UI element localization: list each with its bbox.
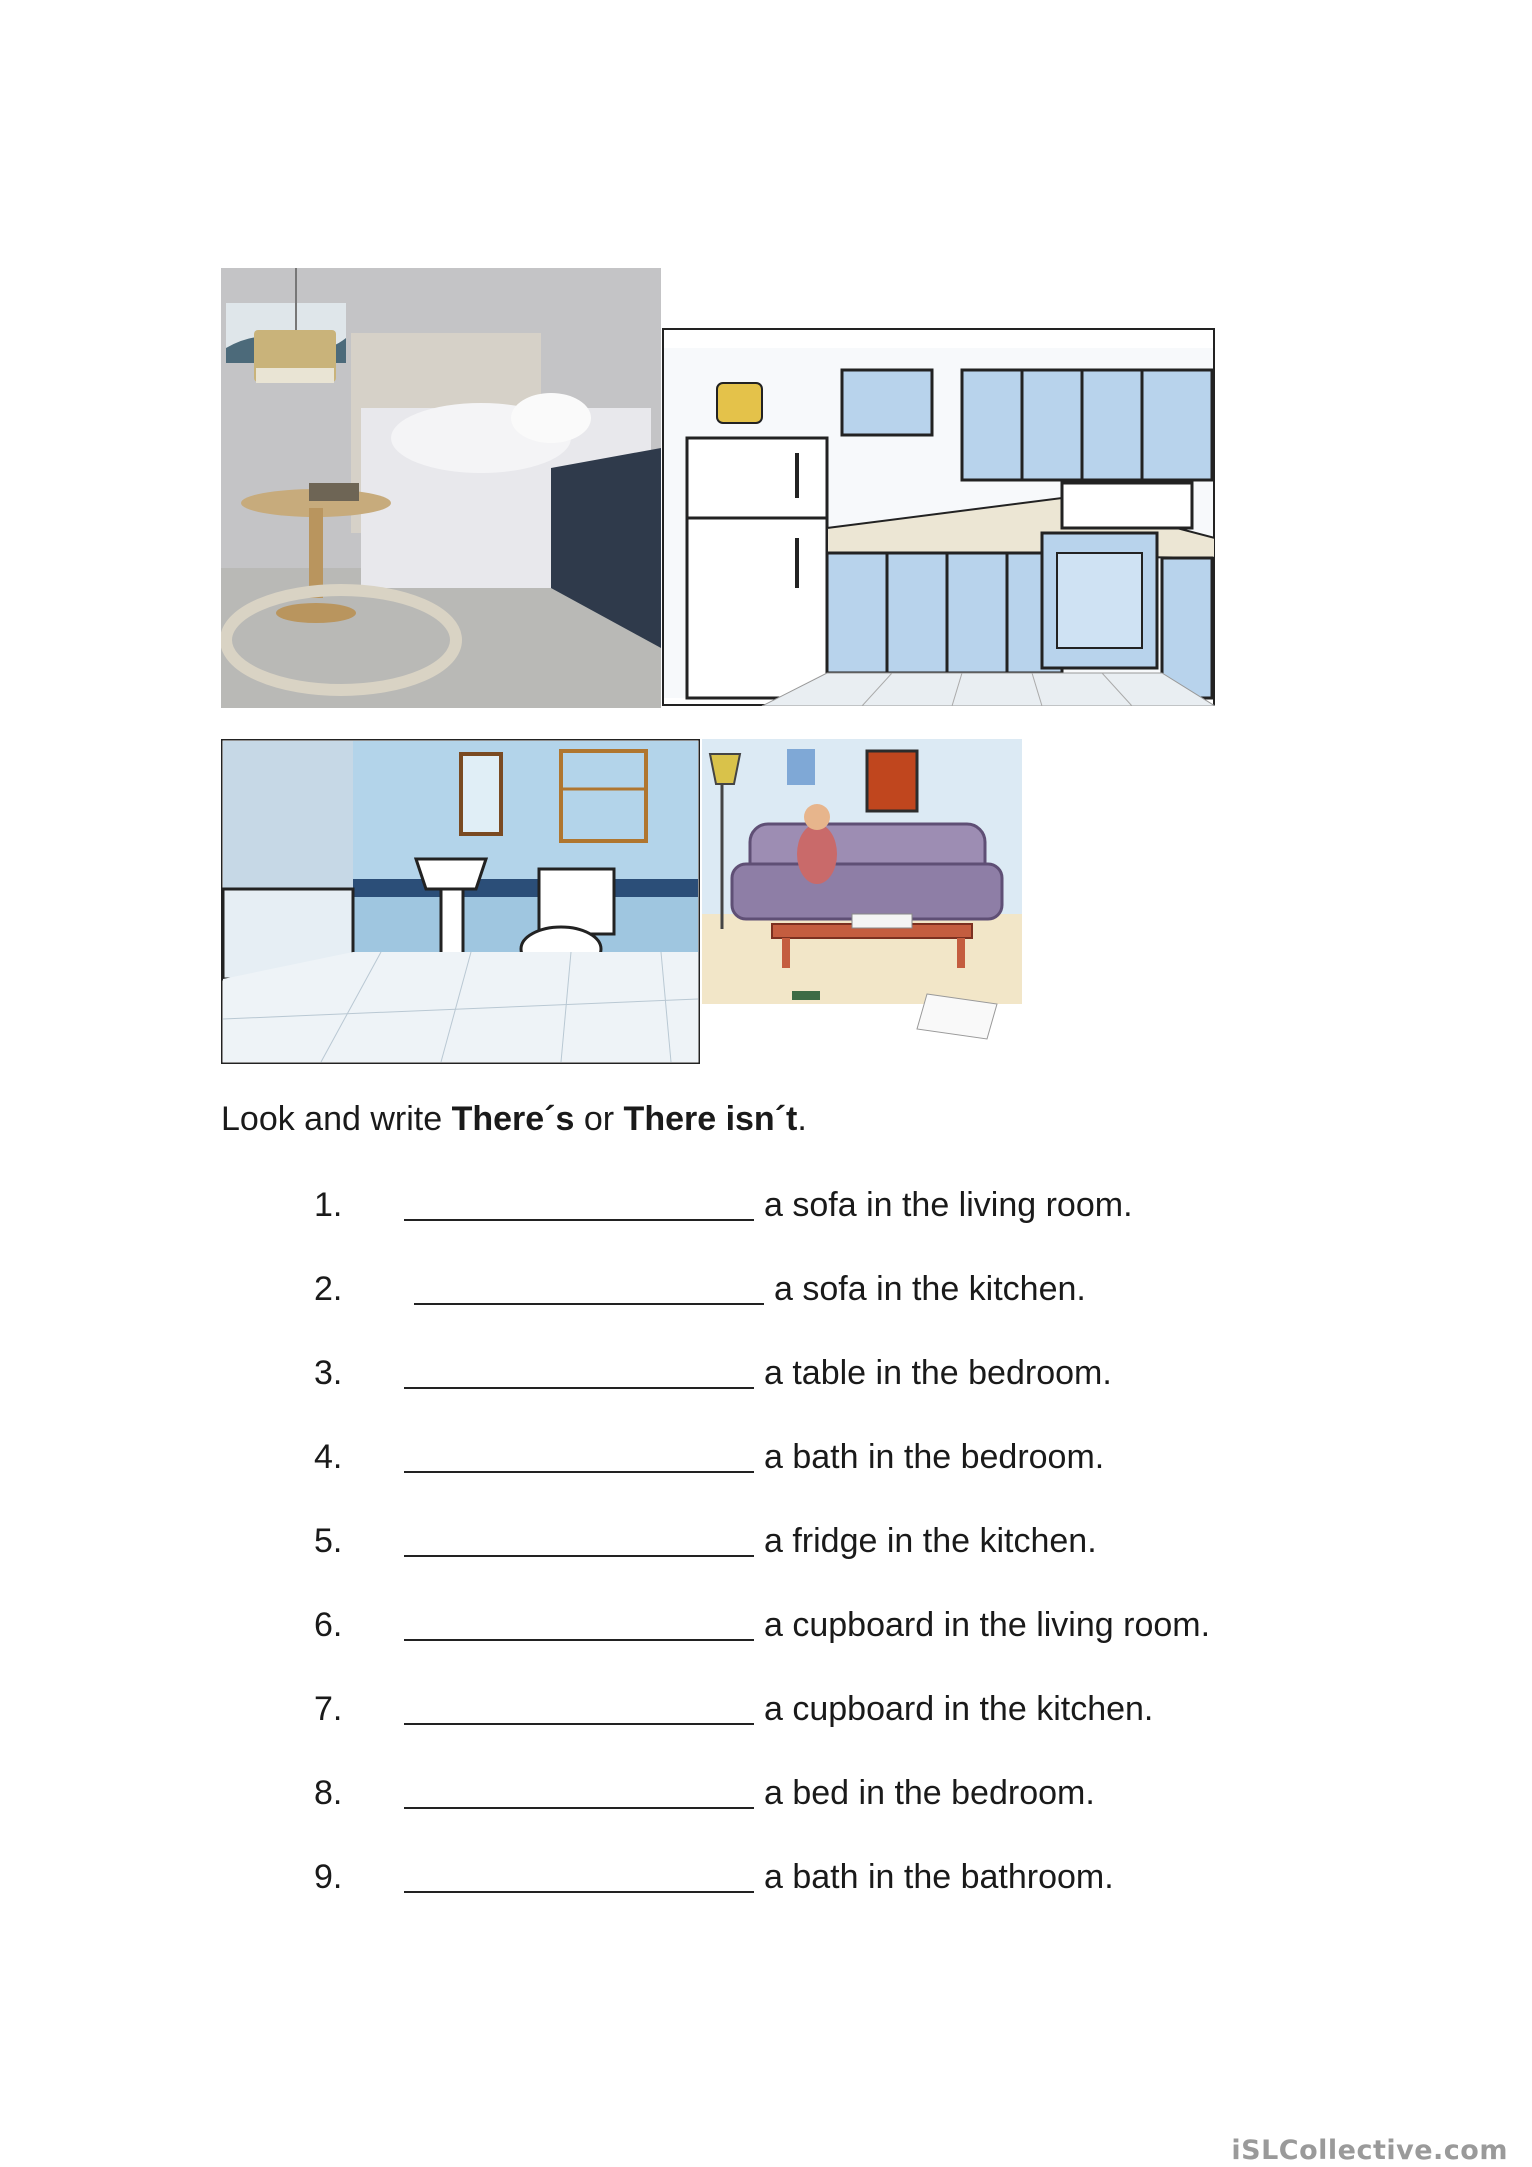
answer-blank[interactable]: [414, 1303, 764, 1305]
watermark: iSLCollective.com: [1231, 2135, 1508, 2166]
answer-blank[interactable]: [404, 1807, 754, 1809]
kitchen-picture: [662, 328, 1215, 706]
answer-blank[interactable]: [404, 1219, 754, 1221]
option-there-isnt: There isn´t: [623, 1100, 798, 1138]
answer-blank[interactable]: [404, 1471, 754, 1473]
bedroom-picture: [221, 268, 661, 708]
answer-blank[interactable]: [404, 1639, 754, 1641]
living-room-picture: [702, 739, 1022, 1064]
option-there-is: There´s: [451, 1100, 575, 1138]
bathroom-picture: [221, 739, 700, 1064]
answer-blank[interactable]: [404, 1891, 754, 1893]
instruction: Look and write There´s or There isn´t.: [221, 1100, 807, 1138]
answer-blank[interactable]: [404, 1387, 754, 1389]
answer-blank[interactable]: [404, 1723, 754, 1725]
answer-blank[interactable]: [404, 1555, 754, 1557]
